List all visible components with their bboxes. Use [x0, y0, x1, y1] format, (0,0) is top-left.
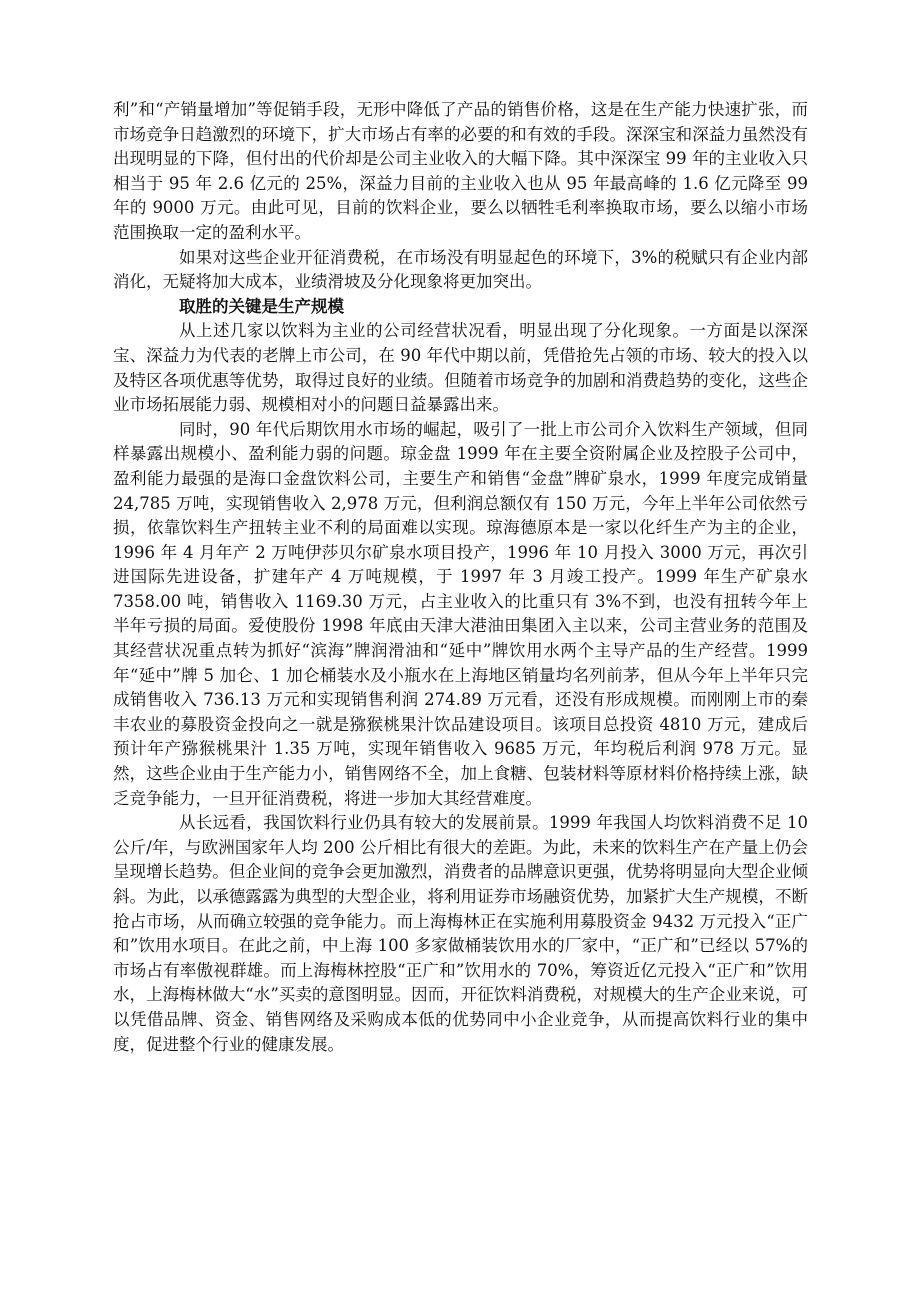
paragraph-long-term-outlook: 从长远看，我国饮料行业仍具有较大的发展前景。1999 年我国人均饮料消费不足 10 公斤/年，与欧洲国家年人均 200 公斤相比有很大的差距。为此，未来的饮料生产在产量上仍会呈现增长趋势。但企业间的竞争会更加激烈，消费者的品牌意识更强，优势将明显向大型企业倾斜。为此，以承德露露为典型的大型企业，将利用证券市场融资优势，加紧扩大生产规模，不断抢占市场，从而确立较强的竞争能力。而上海梅林正在实施利用募股资金 9432 万元投入“正广和”饮用水项目。在此之前，中上海 100 多家做桶装饮用水的厂家中，“正广和”已经以 57%的市场占有率傲视群雄。而上海梅林控股“正广和”饮用水的 70%，筹资近亿元投入“正广和”饮用水，上海梅林做大“水”买卖的意图明显。因而，开征饮料消费税，对规模大的生产企业来说，可以凭借品牌、资金、销售网络及采购成本低的优势同中小企业竞争，从而提高饮料行业的集中度，促进整个行业的健康发展。	[113, 813, 808, 1054]
document-page	[113, 98, 808, 1057]
paragraph-continuation: 利”和“产销量增加”等促销手段，无形中降低了产品的销售价格，这是在生产能力快速扩张，而市场竞争日趋激烈的环境下，扩大市场占有率的必要的和有效的手段。深深宝和深益力虽然没有出现明显的下降，但付出的代价却是公司主业收入的大幅下降。其中深深宝 99 年的主业收入只相当于 95 年 2.6 亿元的 25%，深益力目前的主业收入也从 95 年最高峰的 1.6 亿元降至 99 年的 9000 万元。由此可见，目前的饮料企业，要么以牺牲毛利率换取市场，要么以缩小市场范围换取一定的盈利水平。	[113, 100, 808, 242]
paragraph-differentiation: 从上述几家以饮料为主业的公司经营状况看，明显出现了分化现象。一方面是以深深宝、深益力为代表的老牌上市公司，在 90 年代中期以前，凭借抢先占领的市场、较大的投入以及特区各项优惠等优势，取得过良好的业绩。但随着市场竞争的加剧和消费趋势的变化，这些企业市场拓展能力弱、规模相对小的问题日益暴露出来。	[113, 321, 808, 415]
paragraph-water-market: 同时，90 年代后期饮用水市场的崛起，吸引了一批上市公司介入饮料生产领域，但同样暴露出规模小、盈利能力弱的问题。琼金盘 1999 年在主要全资附属企业及控股子公司中，盈利能力最强的是海口金盘饮料公司，主要生产和销售“金盘”牌矿泉水，1999 年度完成销量 24,785 万吨，实现销售收入 2,978 万元，但利润总额仅有 150 万元，今年上半年公司依然亏损，依靠饮料生产扭转主业不利的局面难以实现。琼海德原本是一家以化纤生产为主的企业，1996 年 4 月年产 2 万吨伊莎贝尔矿泉水项目投产，1996 年 10 月投入 3000 万元，再次引进国际先进设备，扩建年产 4 万吨规模，于 1997 年 3 月竣工投产。1999 年生产矿泉水 7358.00 吨，销售收入 1169.30 万元，占主业收入的比重只有 3%不到，也没有扭转今年上半年亏损的局面。爱使股份 1998 年底由天津大港油田集团入主以来，公司主营业务的范围及其经营状况重点转为抓好“滨海”牌润滑油和“延中”牌饮用水两个主导产品的生产经营。1999 年“延中”牌 5 加仑、1 加仑桶装水及小瓶水在上海地区销量均名列前茅，但从今年上半年只完成销售收入 736.13 万元和实现销售利润 274.89 万元看，还没有形成规模。而刚刚上市的秦丰农业的募股资金投向之一就是猕猴桃果汁饮品建设项目。该项目总投资 4810 万元，建成后预计年产猕猴桃果汁 1.35 万吨，实现年销售收入 9685 万元，年均税后利润 978 万元。显然，这些企业由于生产能力小，销售网络不全，加上食糖、包装材料等原材料价格持续上涨，缺乏竞争能力，一旦开征消费税，将进一步加大其经营难度。	[113, 419, 808, 808]
paragraph-consumption-tax-impact: 如果对这些企业开征消费税，在市场没有明显起色的环境下，3%的税赋只有企业内部消化，无疑将加大成本，业绩滑坡及分化现象将更加突出。	[113, 247, 808, 292]
section-heading: 取胜的关键是生产规模	[179, 296, 344, 316]
